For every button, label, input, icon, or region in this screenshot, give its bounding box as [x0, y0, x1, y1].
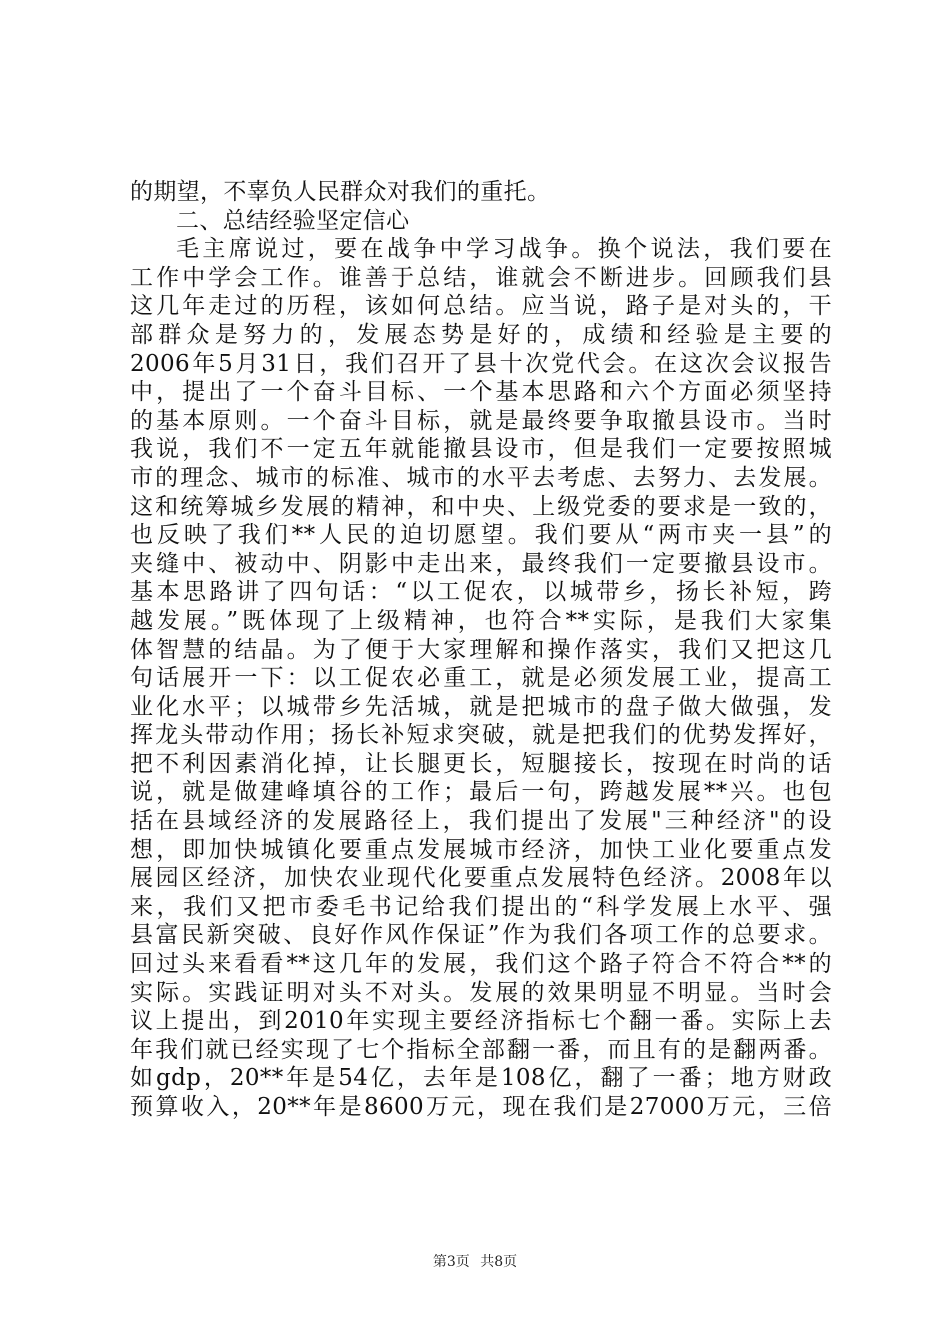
text-line: 的期望，不辜负人民群众对我们的重托。	[130, 179, 551, 205]
page-number: 第3页	[432, 1254, 470, 1270]
text-line: 毛主席说过，要在战争中学习战争。换个说法，我们要在	[176, 236, 832, 263]
text-line: 这几年走过的历程，该如何总结。应当说，路子是对头的，干	[130, 293, 832, 320]
section-heading: 二、总结经验坚定信心	[176, 207, 410, 234]
text-line: 议上提出，到2010年实现主要经济指标七个翻一番。实际上去	[130, 1008, 832, 1035]
text-line: 工作中学会工作。谁善于总结，谁就会不断进步。回顾我们县	[130, 264, 832, 291]
text-line: 业化水平；以城带乡先活城，就是把城市的盘子做大做强，发	[130, 693, 832, 720]
page-footer	[0, 1253, 950, 1271]
text-line: 回过头来看看**这几年的发展，我们这个路子符合不符合**的	[130, 951, 832, 978]
body-text	[130, 178, 832, 1122]
text-line: 预算收入，20**年是8600万元，现在我们是27000万元，三倍	[130, 1094, 832, 1120]
text-line: 也反映了我们**人民的迫切愿望。我们要从“两市夹一县”的	[130, 522, 832, 549]
text-line: 说，就是做建峰填谷的工作；最后一句，跨越发展**兴。也包	[130, 779, 832, 806]
text-line: 市的理念、城市的标准、城市的水平去考虑、去努力、去发展。	[130, 464, 832, 491]
text-line: 县富民新突破、良好作风作保证”作为我们各项工作的总要求。	[130, 922, 832, 949]
page-total: 共8页	[480, 1254, 518, 1270]
text-line: 句话展开一下：以工促农必重工，就是必须发展工业，提高工	[130, 665, 832, 692]
text-line: 的基本原则。一个奋斗目标，就是最终要争取撤县设市。当时	[130, 407, 832, 434]
text-line: 基本思路讲了四句话：“以工促农，以城带乡，扬长补短，跨	[130, 579, 832, 606]
text-line: 想，即加快城镇化要重点发展城市经济，加快工业化要重点发	[130, 836, 832, 863]
text-line: 年我们就已经实现了七个指标全部翻一番，而且有的是翻两番。	[130, 1036, 832, 1063]
text-line: 2006年5月31日，我们召开了县十次党代会。在这次会议报告	[130, 350, 832, 377]
text-line: 夹缝中、被动中、阴影中走出来，最终我们一定要撤县设市。	[130, 550, 832, 577]
text-line: 实际。实践证明对头不对头。发展的效果明显不明显。当时会	[130, 979, 832, 1006]
text-line: 来，我们又把市委毛书记给我们提出的“科学发展上水平、强	[130, 893, 832, 920]
text-line: 我说，我们不一定五年就能撤县设市，但是我们一定要按照城	[130, 436, 832, 463]
text-line: 这和统筹城乡发展的精神，和中央、上级党委的要求是一致的，	[130, 493, 832, 520]
text-line: 中，提出了一个奋斗目标、一个基本思路和六个方面必须坚持	[130, 379, 832, 406]
text-line: 部群众是努力的，发展态势是好的，成绩和经验是主要的	[130, 321, 832, 348]
text-line: 括在县域经济的发展路径上，我们提出了发展"三种经济"的设	[130, 808, 832, 835]
text-line: 把不利因素消化掉，让长腿更长，短腿接长，按现在时尚的话	[130, 750, 832, 777]
text-line: 如gdp，20**年是54亿，去年是108亿，翻了一番；地方财政	[130, 1065, 832, 1092]
text-line: 挥龙头带动作用；扬长补短求突破，就是把我们的优势发挥好，	[130, 722, 832, 749]
text-line: 越发展。”既体现了上级精神，也符合**实际，是我们大家集	[130, 607, 832, 634]
text-line: 体智慧的结晶。为了便于大家理解和操作落实，我们又把这几	[130, 636, 832, 663]
text-line: 展园区经济，加快农业现代化要重点发展特色经济。2008年以	[130, 865, 832, 892]
